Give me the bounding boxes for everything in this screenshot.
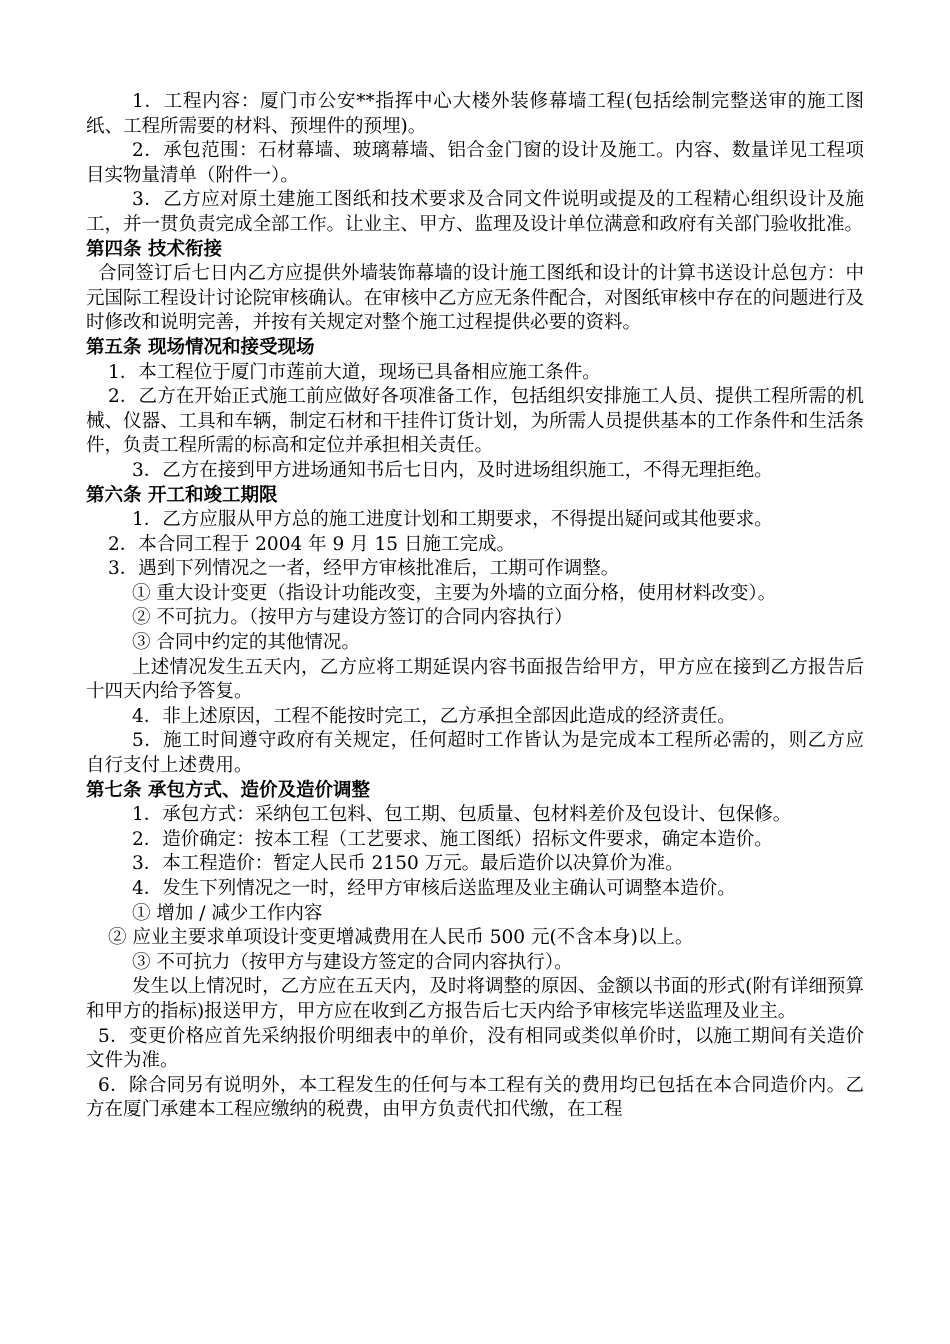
paragraph-change-pricing: 5．变更价格应首先采纳报价明细表中的单价，没有相同或类似单价时，以施工期间有关造价文件为准。	[86, 1025, 864, 1072]
article-5-heading: 第五条 现场情况和接受现场	[86, 336, 315, 358]
paragraph-price-determination: 2．造价确定：按本工程（工艺要求、施工图纸）招标文件要求，确定本造价。	[132, 828, 773, 850]
list-item-other-cases: ③ 合同中约定的其他情况。	[132, 632, 360, 654]
paragraph-preparation: 2．乙方在开始正式施工前应做好各项准备工作，包括组织安排施工人员、提供工程所需的机械、仪器、工具和车辆，制定石材和干挂件订货计划，为所需人员提供基本的工作条件和生活条件，负责工程所需的标高和定位并承担相关责任。	[86, 386, 864, 457]
list-item-owner-design-change: ② 应业主要求单项设计变更增减费用在人民币 500 元(不含本身)以上。	[108, 927, 694, 949]
paragraph-included-costs: 6．除合同另有说明外，本工程发生的任何与本工程有关的费用均已包括在本合同造价内。乙方在厦门承建本工程应缴纳的税费，由甲方负责代扣代缴，在工程	[86, 1074, 864, 1121]
paragraph-contract-scope: 2．承包范围：石材幕墙、玻璃幕墙、铝合金门窗的设计及施工。内容、数量详见工程项目实物量清单（附件一）。	[86, 140, 864, 186]
article-4-heading: 第四条 技术衔接	[86, 238, 222, 260]
paragraph-completion-date: 2．本合同工程于 2004 年 9 月 15 日施工完成。	[108, 533, 515, 555]
paragraph-adjustment-report: 发生以上情况时，乙方应在五天内，及时将调整的原因、金额以书面的形式(附有详细预算和甲方的指标)报送甲方，甲方应在收到乙方报告后七天内给予审核完毕送监理及业主。	[86, 976, 864, 1022]
list-item-work-change: ① 增加 / 减少工作内容	[132, 902, 323, 924]
paragraph-technical-coordination: 合同签订后七日内乙方应提供外墙装饰幕墙的设计施工图纸和设计的计算书送设计总包方：中元国际工程设计讨论院审核确认。在审核中乙方应无条件配合，对图纸审核中存在的问题进行及时修改和说明完善，并按有关规定对整个施工过程提供必要的资料。	[86, 263, 864, 334]
paragraph-delay-liability: 4．非上述原因，工程不能按时完工，乙方承担全部因此造成的经济责任。	[132, 705, 736, 727]
paragraph-contract-method: 1．承包方式：采纳包工包料、包工期、包质量、包材料差价及包设计、包保修。	[132, 804, 792, 826]
paragraph-work-content: 1．工程内容：厦门市公安**指挥中心大楼外装修幕墙工程(包括绘制完整送审的施工图纸、工程所需要的材料、预埋件的预埋)。	[86, 91, 864, 137]
paragraph-site-entry: 3．乙方在接到甲方进场通知书后七日内，及时进场组织施工，不得无理拒绝。	[132, 459, 773, 481]
article-7-heading: 第七条 承包方式、造价及造价调整	[86, 779, 370, 801]
paragraph-site-location: 1．本工程位于厦门市莲前大道，现场已具备相应施工条件。	[108, 361, 601, 383]
article-6-heading: 第六条 开工和竣工期限	[86, 484, 278, 506]
paragraph-party-b-duty: 3．乙方应对原土建施工图纸和技术要求及合同文件说明或提及的工程精心组织设计及施工，并一贯负责完成全部工作。让业主、甲方、监理及设计单位满意和政府有关部门验收批准。	[86, 189, 864, 235]
paragraph-delay-report: 上述情况发生五天内，乙方应将工期延误内容书面报告给甲方，甲方应在接到乙方报告后十四天内给予答复。	[86, 656, 864, 703]
list-item-design-change: ① 重大设计变更（指设计功能改变，主要为外墙的立面分格，使用材料改变）。	[132, 582, 777, 604]
contract-body	[86, 90, 864, 1123]
list-item-force-majeure: ② 不可抗力。（按甲方与建设方签订的合同内容执行）	[132, 607, 573, 629]
paragraph-project-cost: 3．本工程造价：暂定人民币 2150 万元。最后造价以决算价为准。	[132, 853, 684, 875]
list-item-force-majeure-cost: ③ 不可抗力（按甲方与建设方签定的合同内容执行）。	[132, 951, 573, 973]
paragraph-schedule-compliance: 1．乙方应服从甲方总的施工进度计划和工期要求，不得提出疑问或其他要求。	[132, 509, 773, 531]
paragraph-overtime: 5．施工时间遵守政府有关规定，任何超时工作皆认为是完成本工程所必需的，则乙方应自行支付上述费用。	[86, 730, 864, 777]
paragraph-schedule-adjustment: 3．遇到下列情况之一者，经甲方审核批准后，工期可作调整。	[108, 558, 620, 580]
paragraph-price-adjustment: 4．发生下列情况之一时，经甲方审核后送监理及业主确认可调整本造价。	[132, 878, 736, 899]
